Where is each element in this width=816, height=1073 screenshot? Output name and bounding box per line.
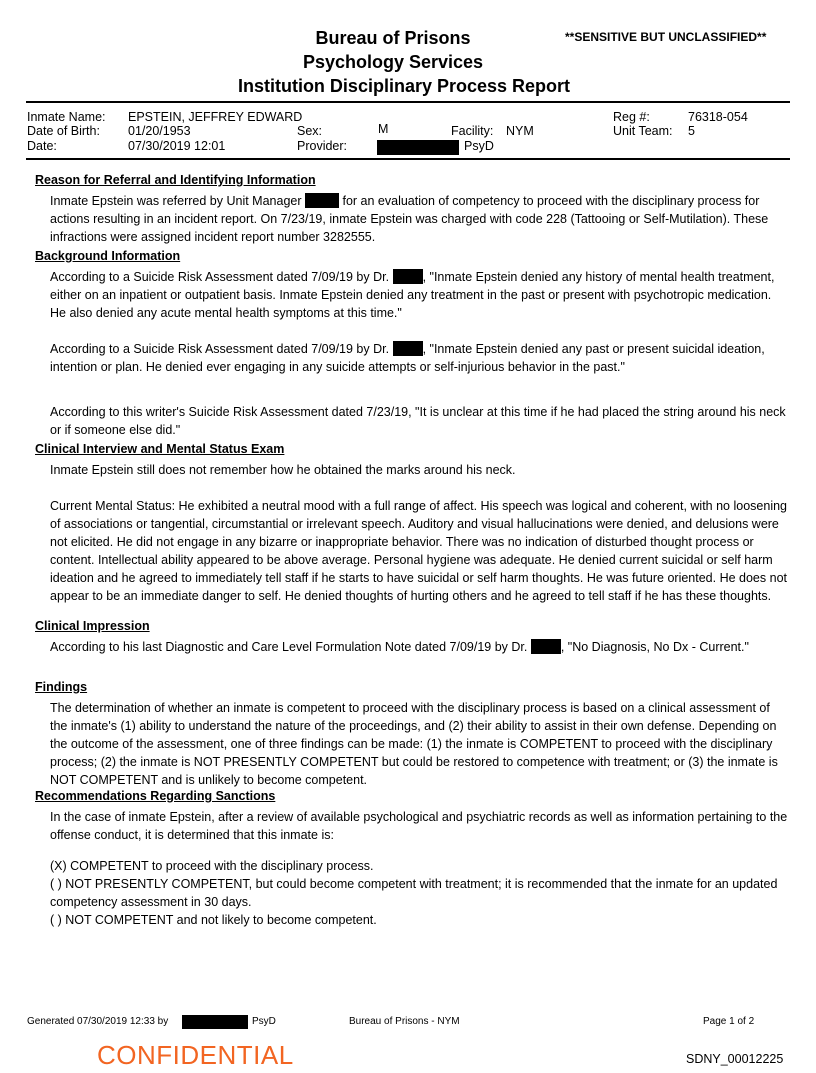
classification-marking: **SENSITIVE BUT UNCLASSIFIED** xyxy=(565,30,767,44)
confidential-stamp: CONFIDENTIAL xyxy=(97,1040,294,1070)
facility-label: Facility: xyxy=(451,124,494,138)
section-title-findings: Findings xyxy=(35,680,88,694)
facility-value: NYM xyxy=(506,124,534,138)
doctor-redaction-2 xyxy=(393,341,423,356)
unit-manager-redaction xyxy=(305,193,339,208)
finding-option-competent: (X) COMPETENT to proceed with the disciplinary process. xyxy=(50,859,374,873)
date-value: 07/30/2019 12:01 xyxy=(128,139,226,153)
generated-by-credential: PsyD xyxy=(252,1016,276,1027)
inmate-name-value: EPSTEIN, JEFFREY EDWARD xyxy=(128,110,303,124)
title-department: Psychology Services xyxy=(302,52,484,72)
footer-facility: Bureau of Prisons - NYM xyxy=(349,1016,460,1027)
generator-redaction xyxy=(182,1015,248,1029)
background-paragraph-2: According to a Suicide Risk Assessment dated 7/09/19 by Dr. , "Inmate Epstein denied any past or present suicidal ideation, intention or plan. He denied ever engaging in any suicide attempts or self-injurious behavior in the past." xyxy=(50,342,765,374)
inmate-name-label: Inmate Name: xyxy=(27,110,106,124)
reg-value: 76318-054 xyxy=(688,110,748,124)
unit-team-value: 5 xyxy=(688,124,695,138)
unit-team-label: Unit Team: xyxy=(613,124,673,138)
doctor-redaction-3 xyxy=(531,639,561,654)
provider-label: Provider: xyxy=(297,139,348,153)
sex-label: Sex: xyxy=(297,124,323,138)
mental-status-paragraph: Current Mental Status: He exhibited a neutral mood with a full range of affect. His speech was logical and coherent, with no loosening of associations or tangential, circumstantial or irrelevant speech. Auditory and visual hallucinations were denied, and delusions were not elicited. He did not engage in any bizarre or inappropriate behavior. There was no indication of disturbed thought process or content. Intellectual ability appeared to be above average. Personal hygiene was adequate. He denied current suicidal or self harm ideation and he agreed to immediately tell staff if he starts to have suicidal or self harm thoughts. He was future oriented. He does not appear to be an immediate danger to self. He denied thoughts of hurting others and he agreed to tell staff if he has these thoughts. xyxy=(50,499,787,603)
date-label: Date: xyxy=(27,139,57,153)
section-title-recommendations: Recommendations Regarding Sanctions xyxy=(35,789,276,803)
reg-label: Reg #: xyxy=(613,110,650,124)
dob-value: 01/20/1953 xyxy=(128,124,191,138)
background-paragraph-3: According to this writer's Suicide Risk Assessment dated 7/23/19, "It is unclear at this time if he had placed the string around his neck or if someone else did." xyxy=(50,405,786,437)
section-title-clinical-impression: Clinical Impression xyxy=(35,619,150,633)
doctor-redaction-1 xyxy=(393,269,423,284)
section-title-referral: Reason for Referral and Identifying Information xyxy=(35,173,316,187)
clinical-impression-paragraph: According to his last Diagnostic and Care Level Formulation Note dated 7/09/19 by Dr. , "No Diagnosis, No Dx - Current." xyxy=(50,640,749,654)
section-title-clinical-interview: Clinical Interview and Mental Status Exam xyxy=(35,442,285,456)
section-title-background: Background Information xyxy=(35,249,181,263)
sex-value: M xyxy=(378,122,389,136)
dob-label: Date of Birth: xyxy=(27,124,100,138)
generated-by-label: Generated 07/30/2019 12:33 by xyxy=(27,1016,169,1027)
title-agency: Bureau of Prisons xyxy=(315,28,471,48)
header-rule-top xyxy=(26,101,790,103)
provider-redaction xyxy=(377,140,459,155)
clinical-interview-paragraph-1: Inmate Epstein still does not remember how he obtained the marks around his neck. xyxy=(50,463,516,477)
header-rule-bottom xyxy=(26,158,790,160)
page-number: Page 1 of 2 xyxy=(703,1016,755,1027)
findings-paragraph: The determination of whether an inmate is competent to proceed with the disciplinary process is based on a clinical assessment of the inmate's (1) ability to understand the nature of the proceedings, and (2) their ability to assist in their own defense. Depending on the outcome of the assessment, one of three findings can be made: (1) the inmate is COMPETENT to proceed with the disciplinary process; (2) the inmate is NOT PRESENTLY COMPETENT but could be restored to competence with treatment; or (3) the inmate is NOT COMPETENT and is unlikely to become competent. xyxy=(50,701,778,787)
background-paragraph-1: According to a Suicide Risk Assessment dated 7/09/19 by Dr. , "Inmate Epstein denied any history of mental health treatment, either on an inpatient or outpatient basis. Inmate Epstein denied any treatment in the past or present with psychotropic medication. He also denied any acute mental health symptoms at this time." xyxy=(50,270,775,320)
recommendations-paragraph: In the case of inmate Epstein, after a review of available psychological and psychiatric records as well as information pertaining to the offense conduct, it is determined that this inmate is: xyxy=(50,810,788,842)
bates-number: SDNY_00012225 xyxy=(686,1052,784,1066)
finding-option-not-presently-competent: ( ) NOT PRESENTLY COMPETENT, but could become competent with treatment; it is recommended that the inmate for an updated competency assessment in 30 days. xyxy=(50,877,778,909)
title-report: Institution Disciplinary Process Report xyxy=(237,76,571,96)
finding-option-not-competent: ( ) NOT COMPETENT and not likely to become competent. xyxy=(50,913,377,927)
referral-paragraph: Inmate Epstein was referred by Unit Manager for an evaluation of competency to proceed with the disciplinary process for actions resulting in an incident report. On 7/23/19, inmate Epstein was charged with code 228 (Tattooing or Self-Mutilation). These infractions were assigned incident report number 3282555. xyxy=(50,194,769,244)
provider-credential: PsyD xyxy=(464,139,494,153)
